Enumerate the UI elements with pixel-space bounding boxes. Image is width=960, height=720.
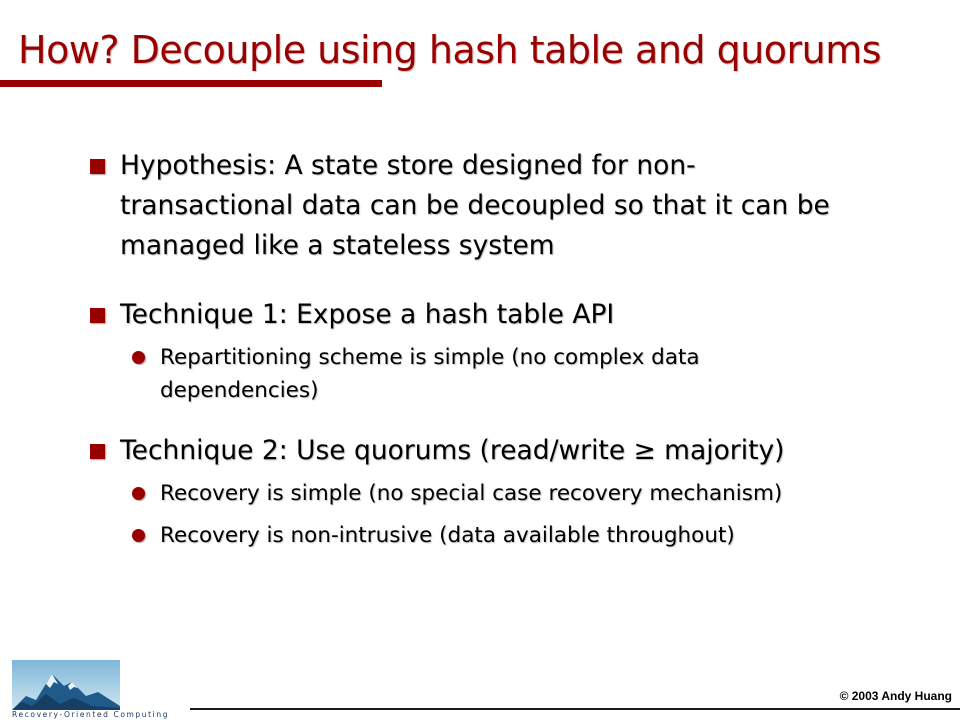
bullet-list [90, 146, 890, 552]
round-bullet-icon [132, 529, 145, 542]
round-bullet-icon [132, 487, 145, 500]
bullet-text-line: Hypothesis: A state store designed for non- [120, 150, 696, 181]
title-underline [0, 80, 382, 87]
bullet-text-line: managed like a stateless system [120, 230, 555, 261]
subbullet-text-line: Repartitioning scheme is simple (no complex data [160, 345, 700, 370]
square-bullet-icon [90, 308, 105, 323]
subbullet-recovery-nonintrusive [132, 519, 890, 552]
logo-caption: Recovery-Oriented Computing [12, 710, 170, 719]
subbullet-text-line: dependencies) [160, 378, 319, 403]
square-bullet-icon [90, 444, 105, 459]
square-bullet-icon [90, 159, 105, 174]
subbullet-text: Recovery is simple (no special case recovery mechanism) [160, 481, 783, 506]
round-bullet-icon [132, 351, 145, 364]
slide-title: How? Decouple using hash table and quorums [18, 28, 882, 72]
subbullet-text: Recovery is non-intrusive (data available throughout) [160, 523, 735, 548]
copyright-notice: © 2003 Andy Huang [839, 689, 952, 703]
bullet-technique-1 [90, 295, 890, 335]
footer-divider [190, 708, 960, 710]
roc-mountain-logo-icon [12, 660, 120, 710]
subbullet-repartitioning [132, 341, 890, 407]
subbullet-recovery-simple [132, 477, 890, 510]
bullet-technique-2 [90, 431, 890, 471]
bullet-hypothesis [90, 146, 890, 266]
bullet-text-line: transactional data can be decoupled so that it can be [120, 190, 830, 221]
bullet-text: Technique 1: Expose a hash table API [120, 299, 615, 330]
bullet-text: Technique 2: Use quorums (read/write ≥ majority) [120, 435, 785, 466]
